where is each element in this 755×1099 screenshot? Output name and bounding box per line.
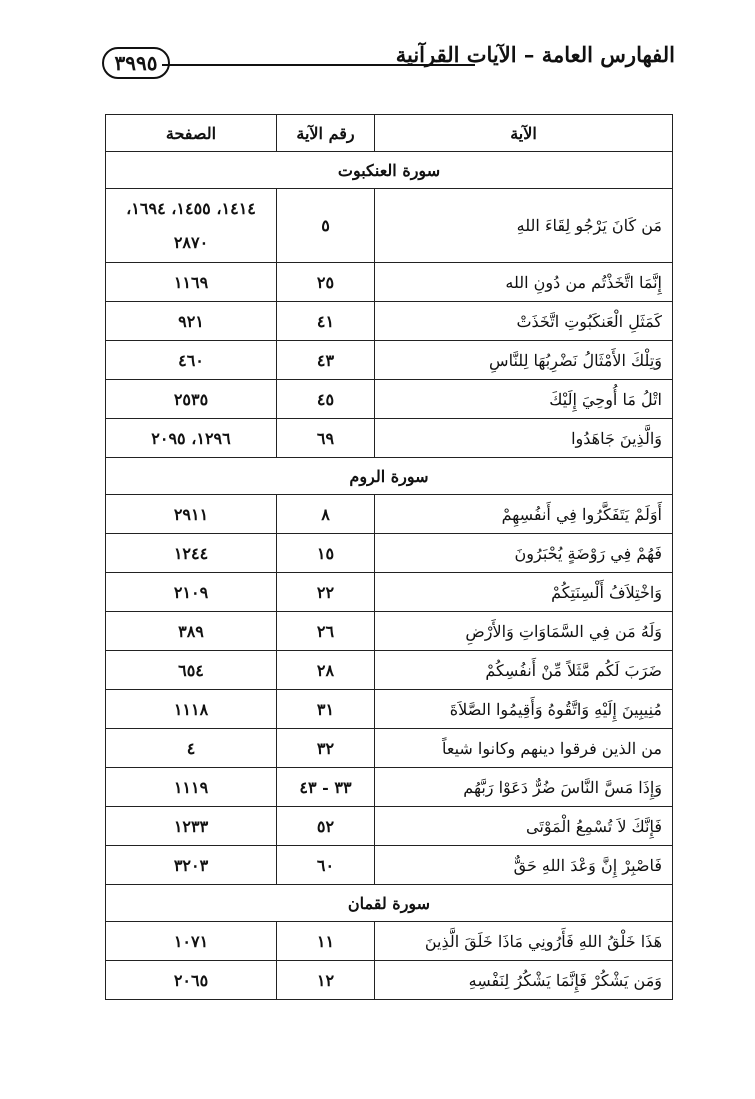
page-references: ٢٥٣٥: [106, 380, 277, 419]
ayah-number: ٢٨: [277, 651, 375, 690]
ayah-number: ٤٣: [277, 341, 375, 380]
ayah-number: ١٥: [277, 534, 375, 573]
ayah-text: ضَرَبَ لَكُم مَّثَلاً مِّنْ أَنفُسِكُمْ: [375, 651, 673, 690]
page-references: ١٢٩٦، ٢٠٩٥: [106, 419, 277, 458]
ayah-text: وَتِلْكَ الأَمْثَالُ نَضْرِبُهَا لِلنَّاسِ: [375, 341, 673, 380]
table-row: [106, 768, 673, 807]
ayah-number: ٣٢: [277, 729, 375, 768]
ayah-text: وَاخْتِلاَفُ أَلْسِنَتِكُمْ: [375, 573, 673, 612]
page-references: ٦٥٤: [106, 651, 277, 690]
page-header: [100, 40, 675, 84]
page-number: ٣٩٩٥: [102, 47, 170, 79]
ayah-number: ٣١: [277, 690, 375, 729]
table-row: [106, 189, 673, 263]
page-references: ٩٢١: [106, 302, 277, 341]
surah-heading-row: [106, 885, 673, 922]
page-references: ١٠٧١: [106, 922, 277, 961]
table-row: [106, 807, 673, 846]
column-header-ayah-number: رقم الآية: [277, 115, 375, 152]
page-references: ١٤١٤، ١٤٥٥، ١٦٩٤، ٢٨٧٠: [106, 189, 277, 263]
table-row: [106, 534, 673, 573]
ayah-number: ٤١: [277, 302, 375, 341]
ayah-number: ٢٥: [277, 263, 375, 302]
ayah-text: اتْلُ مَا أُوحِيَ إِلَيْكَ: [375, 380, 673, 419]
ayah-number: ٥: [277, 189, 375, 263]
table-row: [106, 263, 673, 302]
surah-name: سورة لقمان: [106, 885, 673, 922]
table-row: [106, 846, 673, 885]
page-references: ٢٠٦٥: [106, 961, 277, 1000]
table-row: [106, 495, 673, 534]
table-row: [106, 651, 673, 690]
table-row: [106, 690, 673, 729]
table-row: [106, 612, 673, 651]
ayah-text: مَن كَانَ يَرْجُو لِقَاءَ اللهِ: [375, 189, 673, 263]
ayah-text: أَوَلَمْ يَتَفَكَّرُوا فِي أَنفُسِهِمْ: [375, 495, 673, 534]
page-references: ١١١٩: [106, 768, 277, 807]
ayah-number: ١٢: [277, 961, 375, 1000]
surah-heading-row: [106, 458, 673, 495]
ayah-number: ٢٢: [277, 573, 375, 612]
page-references: ١١١٨: [106, 690, 277, 729]
ayah-text: مُنِيبِينَ إِلَيْهِ وَاتَّقُوهُ وَأَقِيمُوا الصَّلاَةَ: [375, 690, 673, 729]
page-references: ٢١٠٩: [106, 573, 277, 612]
table-row: [106, 419, 673, 458]
ayah-text: وَلَهُ مَن فِي السَّمَاوَاتِ وَالأَرْضِ: [375, 612, 673, 651]
ayah-text: من الذين فرقوا دينهم وكانوا شيعاً: [375, 729, 673, 768]
page-title: الفهارس العامة – الآيات القرآنية: [395, 42, 675, 67]
table-row: [106, 922, 673, 961]
page-references: ١٢٤٤: [106, 534, 277, 573]
column-header-page: الصفحة: [106, 115, 277, 152]
surah-heading-row: [106, 152, 673, 189]
table-row: [106, 961, 673, 1000]
table-row: [106, 341, 673, 380]
ayah-text: وَمَن يَشْكُرْ فَإِنَّمَا يَشْكُرُ لِنَفْسِهِ: [375, 961, 673, 1000]
ayah-number: ٢٦: [277, 612, 375, 651]
surah-name: سورة العنكبوت: [106, 152, 673, 189]
page-references: ٤٦٠: [106, 341, 277, 380]
ayah-number: ٤٥: [277, 380, 375, 419]
page-references: ١٢٣٣: [106, 807, 277, 846]
page-references: ٣٢٠٣: [106, 846, 277, 885]
ayah-number: ٣٣ - ٤٣: [277, 768, 375, 807]
ayah-text: فَإِنَّكَ لاَ تُسْمِعُ الْمَوْتَى: [375, 807, 673, 846]
ayah-number: ٨: [277, 495, 375, 534]
column-header-ayah: الآية: [375, 115, 673, 152]
page-references: ٤: [106, 729, 277, 768]
ayah-number: ١١: [277, 922, 375, 961]
table-row: [106, 380, 673, 419]
ayah-text: كَمَثَلِ الْعَنكَبُوتِ اتَّخَذَتْ: [375, 302, 673, 341]
ayah-number: ٦٠: [277, 846, 375, 885]
ayah-text: هَذَا خَلْقُ اللهِ فَأَرُونِي مَاذَا خَلَقَ الَّذِينَ: [375, 922, 673, 961]
ayah-text: فَهُمْ فِي رَوْضَةٍ يُحْبَرُونَ: [375, 534, 673, 573]
table-header-row: [106, 115, 673, 152]
ayah-number: ٦٩: [277, 419, 375, 458]
ayah-index-table: [105, 114, 673, 1000]
page-references: ٣٨٩: [106, 612, 277, 651]
table-row: [106, 729, 673, 768]
ayah-text: وَالَّذِينَ جَاهَدُوا: [375, 419, 673, 458]
surah-name: سورة الروم: [106, 458, 673, 495]
table-row: [106, 302, 673, 341]
page-references: ١١٦٩: [106, 263, 277, 302]
ayah-text: وَإِذَا مَسَّ النَّاسَ ضُرٌّ دَعَوْا رَبَّهُم: [375, 768, 673, 807]
ayah-text: فَاصْبِرْ إِنَّ وَعْدَ اللهِ حَقٌّ: [375, 846, 673, 885]
table-row: [106, 573, 673, 612]
page-references: ٢٩١١: [106, 495, 277, 534]
ayah-text: إِنَّمَا اتَّخَذْتُم من دُونِ الله: [375, 263, 673, 302]
ayah-number: ٥٢: [277, 807, 375, 846]
